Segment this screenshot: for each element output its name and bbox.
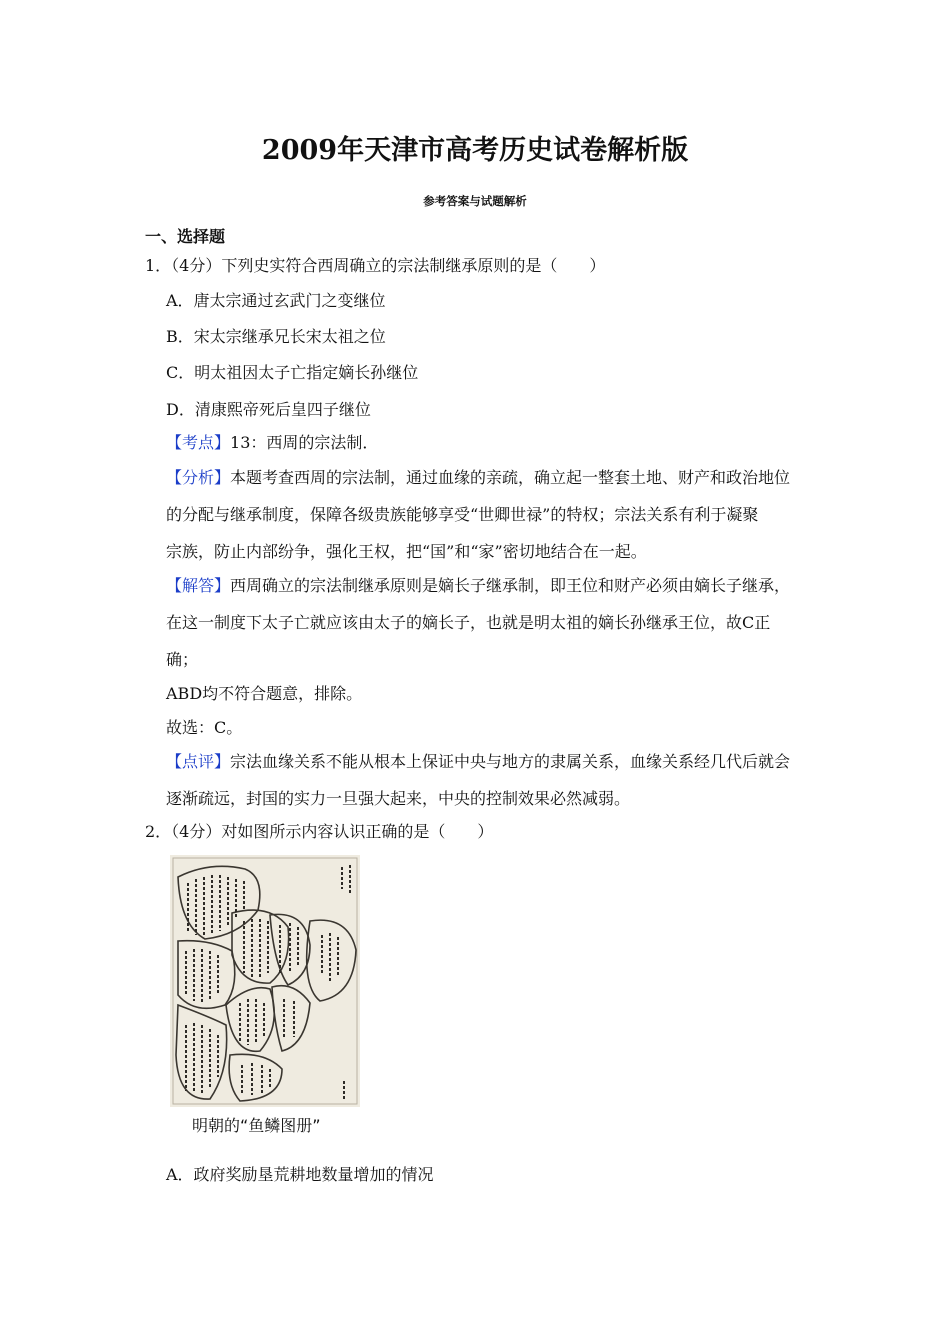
jieda-line-5: 故选：C。 xyxy=(166,718,243,737)
fenxi-line-2: 的分配与继承制度，保障各级贵族能够享受“世卿世禄”的特权；宗法关系有利于凝聚 xyxy=(166,505,759,524)
dianping-tag: 【点评】 xyxy=(166,752,231,771)
dianping-line-2: 逐渐疏远，封国的实力一旦强大起来，中央的控制效果必然减弱。 xyxy=(166,789,631,808)
question-1-stem: 1．（4分）下列史实符合西周确立的宗法制继承原则的是（ ） xyxy=(145,256,606,275)
fenxi-line-3: 宗族，防止内部纷争，强化王权，把“国”和“家”密切地结合在一起。 xyxy=(166,542,647,561)
jieda-line-4: ABD均不符合题意，排除。 xyxy=(166,684,363,703)
fish-scale-map-image xyxy=(170,855,360,1107)
page-title: 2009年天津市高考历史试卷解析版 xyxy=(261,135,689,166)
dianping-text-1: 宗法血缘关系不能从根本上保证中央与地方的隶属关系，血缘关系经几代后就会 xyxy=(230,752,791,771)
question-1-option-c: C．明太祖因太子亡指定嫡长孙继位 xyxy=(166,363,419,382)
fenxi-text-1: 本题考查西周的宗法制，通过血缘的亲疏，确立起一整套土地、财产和政治地位 xyxy=(230,468,791,487)
fenxi-tag: 【分析】 xyxy=(166,468,231,487)
jieda-text-1: 西周确立的宗法制继承原则是嫡长子继承制，即王位和财产必须由嫡长子继承， xyxy=(230,576,791,595)
image-caption: 明朝的“鱼鳞图册” xyxy=(192,1116,321,1135)
fish-scale-map-drawing xyxy=(170,855,360,1107)
jieda-tag: 【解答】 xyxy=(166,576,231,595)
jieda-line-2: 在这一制度下太子亡就应该由太子的嫡长子，也就是明太祖的嫡长孙继承王位，故C正 xyxy=(166,613,771,632)
jieda-line-1 xyxy=(166,576,790,596)
question-2-option-a: A．政府奖励垦荒耕地数量增加的情况 xyxy=(166,1165,434,1184)
kaodian-text: 13：西周的宗法制． xyxy=(230,433,379,452)
question-2-stem: 2．（4分）对如图所示内容认识正确的是（ ） xyxy=(145,822,494,841)
kaodian-tag: 【考点】 xyxy=(166,433,231,452)
jieda-line-3: 确； xyxy=(166,650,199,669)
question-1-option-a: A．唐太宗通过玄武门之变继位 xyxy=(166,291,386,310)
page-subtitle: 参考答案与试题解析 xyxy=(423,194,527,208)
question-1-option-b: B．宋太宗继承兄长宋太祖之位 xyxy=(166,327,386,346)
dianping-line-1 xyxy=(166,752,790,772)
fenxi-line-1 xyxy=(166,468,790,488)
section-heading: 一、选择题 xyxy=(145,227,226,246)
question-1-option-d: D．清康熙帝死后皇四子继位 xyxy=(166,400,371,419)
kaodian-line xyxy=(166,433,378,453)
